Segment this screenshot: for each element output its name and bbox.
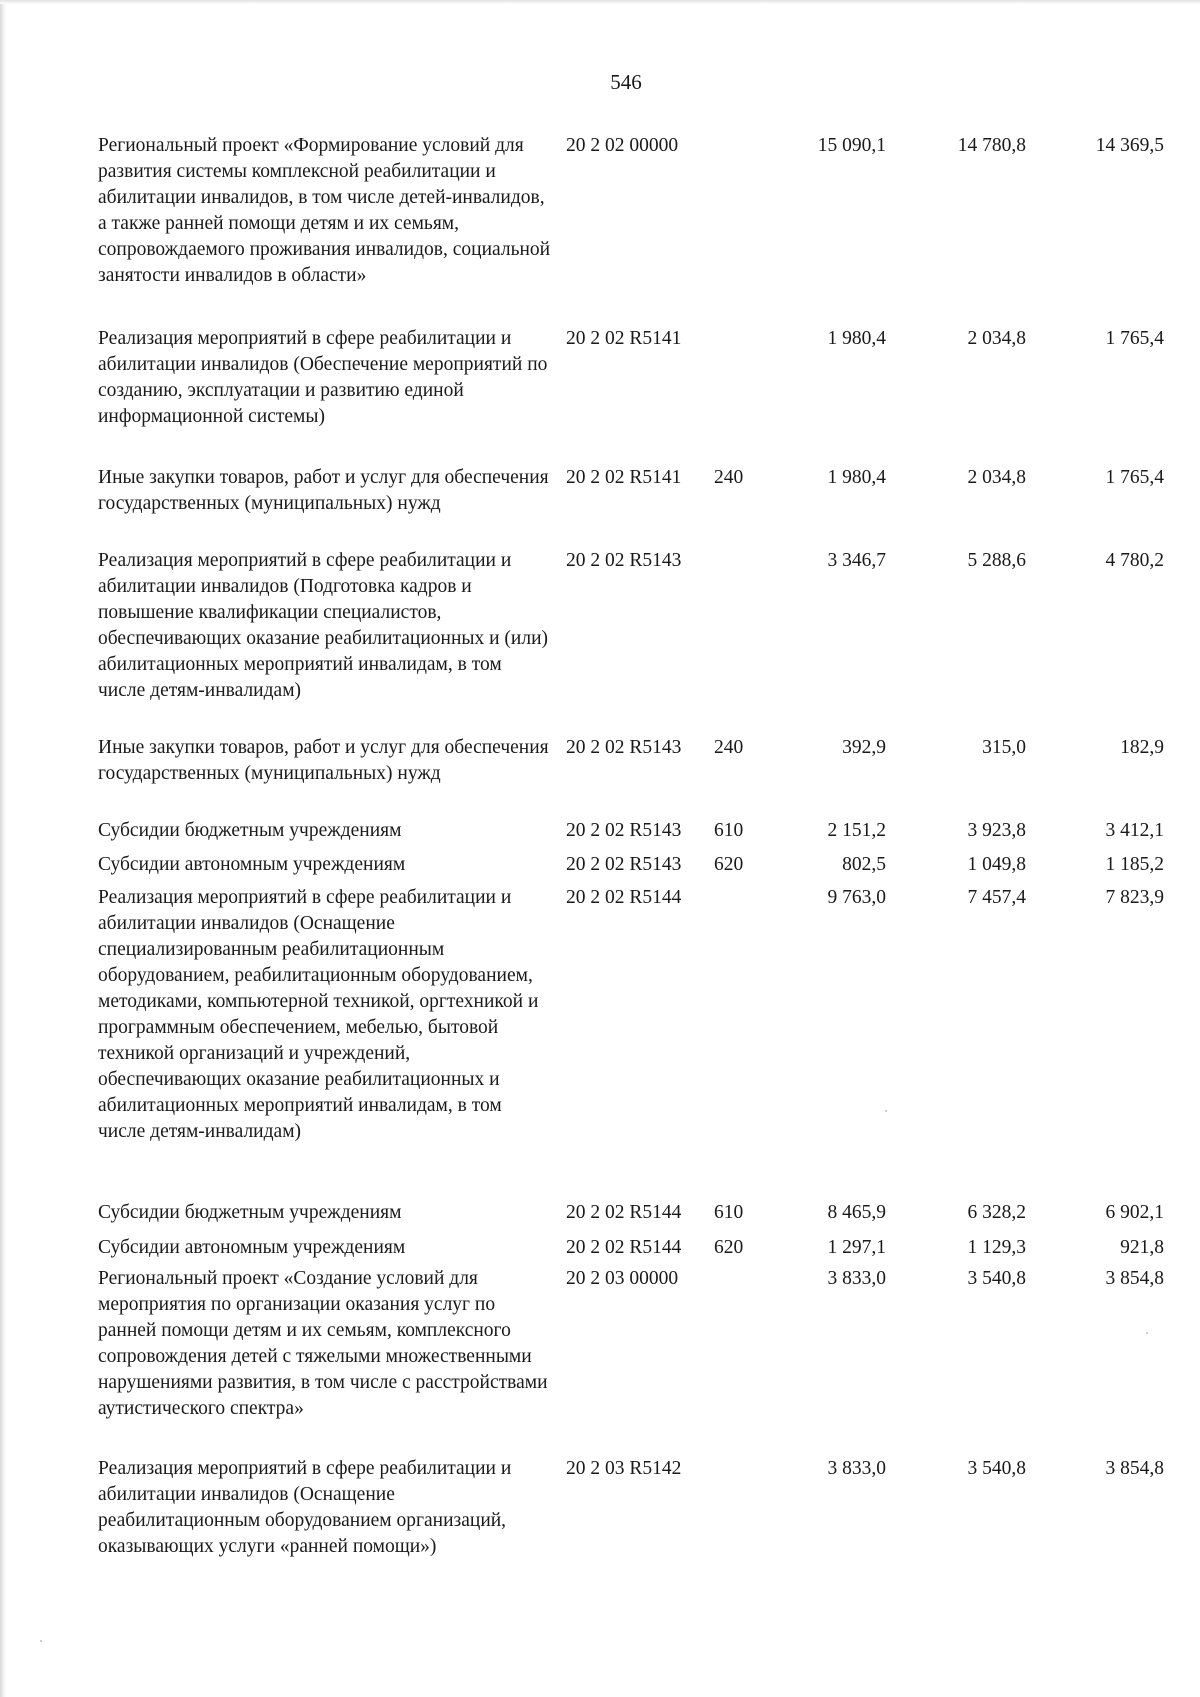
row-value-year-2: 7 457,4	[967, 887, 1026, 908]
row-description: Иные закупки товаров, работ и услуг для обеспечения государственных (муниципальных) нужд	[98, 467, 549, 514]
row-value-year-2: 6 328,2	[967, 1202, 1026, 1223]
scan-speck	[1146, 1332, 1148, 1334]
row-value-year-3: 182,9	[1120, 737, 1164, 758]
row-code: 20 2 02 R5144	[566, 1237, 682, 1258]
row-value-year-2: 3 923,8	[967, 820, 1026, 841]
row-description: Реализация мероприятий в сфере реабилитации и абилитации инвалидов (Обеспечение мероприятий по созданию, эксплуатации и развитию единой информационной системы)	[98, 328, 548, 427]
page-number: 546	[610, 70, 642, 94]
scan-speck	[40, 1640, 42, 1642]
row-value-year-1: 2 151,2	[827, 820, 886, 841]
row-value-year-3: 1 185,2	[1105, 854, 1164, 875]
row-value-year-1: 3 346,7	[827, 550, 886, 571]
row-value-year-1: 392,9	[842, 737, 886, 758]
row-value-year-1: 1 297,1	[827, 1237, 886, 1258]
row-value-year-2: 1 049,8	[967, 854, 1026, 875]
row-code: 20 2 03 R5142	[566, 1458, 682, 1479]
row-code: 20 2 02 R5143	[566, 737, 682, 758]
row-expense-kind: 240	[714, 737, 744, 758]
row-value-year-2: 1 129,3	[967, 1237, 1026, 1258]
row-value-year-2: 2 034,8	[967, 467, 1026, 488]
row-description: Субсидии бюджетным учреждениям	[98, 1202, 402, 1223]
row-description: Субсидии автономным учреждениям	[98, 1237, 406, 1258]
row-value-year-1: 802,5	[842, 854, 886, 875]
row-code: 20 2 02 R5141	[566, 328, 682, 349]
row-value-year-2: 3 540,8	[967, 1458, 1026, 1479]
row-description: Субсидии бюджетным учреждениям	[98, 820, 402, 841]
row-value-year-3: 4 780,2	[1105, 550, 1164, 571]
row-expense-kind: 610	[714, 820, 744, 841]
row-value-year-2: 3 540,8	[967, 1268, 1026, 1289]
row-expense-kind: 610	[714, 1202, 744, 1223]
row-description: Региональный проект «Создание условий для мероприятия по организации оказания услуг по ранней помощи детям и их семьям, комплексного сопровождения детей с тяжелыми множественными нарушениями развития, в том числе с расстройствами аутистического спектра»	[98, 1268, 548, 1419]
row-value-year-3: 3 412,1	[1105, 820, 1164, 841]
row-description: Реализация мероприятий в сфере реабилитации и абилитации инвалидов (Оснащение реабилитационным оборудованием организаций, оказывающих услуги «ранней помощи»)	[98, 1458, 512, 1557]
row-value-year-2: 315,0	[982, 737, 1026, 758]
row-value-year-1: 15 090,1	[817, 135, 886, 156]
row-code: 20 2 02 R5143	[566, 820, 682, 841]
row-value-year-3: 6 902,1	[1105, 1202, 1164, 1223]
row-value-year-3: 1 765,4	[1105, 467, 1164, 488]
row-description: Реализация мероприятий в сфере реабилитации и абилитации инвалидов (Подготовка кадров и повышение квалификации специалистов, обеспечивающих оказание реабилитационных и (или) абилитационных мероприятий инвалидам, в том числе детям-инвалидам)	[98, 550, 549, 701]
row-value-year-1: 1 980,4	[827, 328, 886, 349]
row-value-year-3: 14 369,5	[1095, 135, 1164, 156]
row-value-year-3: 3 854,8	[1105, 1268, 1164, 1289]
scan-edge-shadow	[0, 0, 7, 1697]
row-description: Реализация мероприятий в сфере реабилитации и абилитации инвалидов (Оснащение специализированным реабилитационным оборудованием, реабилитационным оборудованием, методиками, компьютерной техникой, оргтехникой и программным обеспечением, мебелью, бытовой техникой организаций и учреждений, обеспечивающих оказание реабилитационных и абилитационных мероприятий инвалидам, в том числе детям-инвалидам)	[98, 887, 539, 1142]
row-value-year-2: 5 288,6	[967, 550, 1026, 571]
row-expense-kind: 620	[714, 854, 744, 875]
row-code: 20 2 02 R5141	[566, 467, 682, 488]
row-value-year-1: 8 465,9	[827, 1202, 886, 1223]
row-value-year-2: 14 780,8	[957, 135, 1026, 156]
row-expense-kind: 620	[714, 1237, 744, 1258]
row-code: 20 2 02 R5144	[566, 887, 682, 908]
row-code: 20 2 02 R5144	[566, 1202, 682, 1223]
scan-top-edge	[0, 0, 1200, 4]
row-code: 20 2 02 R5143	[566, 854, 682, 875]
row-description: Региональный проект «Формирование условий для развития системы комплексной реабилитации и абилитации инвалидов, в том числе детей-инвалидов, а также ранней помощи детям и их семьям, сопровождаемого проживания инвалидов, социальной занятости инвалидов в области»	[98, 135, 551, 286]
row-code: 20 2 02 R5143	[566, 550, 682, 571]
row-value-year-1: 1 980,4	[827, 467, 886, 488]
row-code: 20 2 02 00000	[566, 135, 679, 156]
row-value-year-3: 921,8	[1120, 1237, 1164, 1258]
row-description: Иные закупки товаров, работ и услуг для обеспечения государственных (муниципальных) нужд	[98, 737, 549, 784]
scan-speck	[885, 1110, 887, 1112]
row-value-year-1: 3 833,0	[827, 1458, 886, 1479]
row-value-year-3: 7 823,9	[1105, 887, 1164, 908]
row-value-year-1: 9 763,0	[827, 887, 886, 908]
row-value-year-1: 3 833,0	[827, 1268, 886, 1289]
row-description: Субсидии автономным учреждениям	[98, 854, 406, 875]
row-value-year-2: 2 034,8	[967, 328, 1026, 349]
row-expense-kind: 240	[714, 467, 744, 488]
row-code: 20 2 03 00000	[566, 1268, 679, 1289]
row-value-year-3: 3 854,8	[1105, 1458, 1164, 1479]
row-value-year-3: 1 765,4	[1105, 328, 1164, 349]
